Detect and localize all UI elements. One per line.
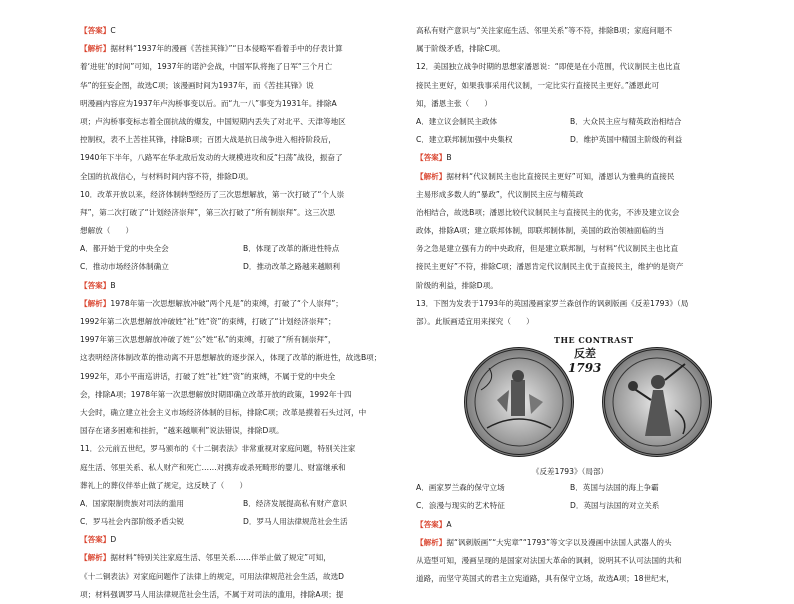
text-line	[80, 313, 406, 331]
text-line	[80, 331, 406, 349]
answer-12: 【答案】B	[416, 153, 452, 163]
text-line-content: 国存在诸多困难和挂折，“越来越顺利”说法错误，排除D项。	[80, 426, 284, 436]
figure-title-en: THE CONTRAST	[554, 335, 634, 346]
text-line	[80, 95, 406, 113]
text-line	[80, 404, 406, 422]
figure-year: 1793	[568, 361, 602, 376]
text-line	[80, 113, 406, 131]
answer-option: C．推动市场经济体制确立	[80, 262, 169, 272]
text-line	[416, 277, 724, 295]
text-line-content: 11．公元前五世纪，罗马颁布的《十二铜表法》非常重视对家庭问题，特别关注家	[80, 444, 356, 454]
analysis-tag: 【解析】	[416, 171, 447, 181]
text-line	[416, 570, 724, 588]
text-line	[416, 58, 724, 76]
text-line-content: 12．美国独立战争时期的思想家潘恩说：“即使是在小范围，代议制民主也比直	[416, 62, 681, 72]
option-row	[80, 513, 406, 531]
text-line	[80, 368, 406, 386]
question-12	[416, 58, 724, 113]
analysis-tag: 【解析】	[80, 298, 111, 308]
analysis-13	[416, 534, 724, 589]
answer-tag: 【答案】	[80, 26, 111, 35]
answer-option: A．都开始于党的中央全会	[80, 244, 169, 254]
text-line	[416, 222, 724, 240]
text-line	[416, 186, 724, 204]
text-line-content: 接民主更好，如果我事采用代议制，一定比实行直接民主更好。”潘恩此可	[416, 80, 660, 90]
option-row	[416, 113, 724, 131]
text-line	[80, 77, 406, 95]
text-line	[80, 149, 406, 167]
analysis-tag: 【解析】	[80, 553, 111, 563]
text-line-content: 从造型可知，漫画呈现的是国家对法国大革命的讽刺，说明其不认可法国的共和	[416, 555, 682, 565]
text-line-content: 大会时，确立建立社会主义市场经济体制的目标，排除C项；改革是摸着石头过河，中	[80, 407, 367, 417]
text-line	[80, 349, 406, 367]
text-line-content: 知，潘恩主张（ ）	[416, 98, 492, 108]
option-row	[416, 479, 724, 497]
text-line-content: 13．下图为发表于1793年的英国漫画家罗兰森创作的讽刺版画《反差1793》（局	[416, 298, 689, 308]
text-line-content: 属于阶级矛盾，排除C项。	[416, 44, 505, 54]
question-10-options	[80, 240, 406, 276]
text-line	[80, 186, 406, 204]
answer-option: C．浪漫与现实的艺术特征	[416, 501, 505, 511]
text-line-content: 全国的抗战信心，与材料时间内容不符，排除D项。	[80, 171, 253, 181]
text-line	[80, 204, 406, 222]
answer-option: B．经济发展提高私有财产意识	[243, 498, 347, 508]
answer-option: A．建立议会制民主政体	[416, 116, 498, 126]
french-scene-icon	[605, 350, 709, 454]
answer-option: A．国家限制贵族对司法的滥用	[80, 498, 184, 508]
text-line-content: 据“讽刺版画”“大宪章”“1793”等文字以及漫画中法国人武器人的头	[446, 537, 672, 547]
analysis-11	[80, 549, 406, 604]
left-column	[80, 22, 406, 604]
text-line	[416, 77, 724, 95]
text-line	[416, 552, 724, 570]
text-line-content: 主易形成多数人的“暴政”，代议制民主应与精英政	[416, 189, 584, 199]
text-line	[80, 440, 406, 458]
text-line-content: 控制权，表不上苦挂其锋，排除B项；百团大战是抗日战争进入相持阶段后，	[80, 135, 336, 145]
answer-9: 【答案】C	[80, 26, 116, 35]
analysis-tag: 【解析】	[416, 537, 447, 547]
answer-13: 【答案】A	[416, 519, 452, 529]
british-scene-icon	[467, 350, 571, 454]
text-line-content: 高私有财产意识与“关注家庭生活、邻里关系”等不符，排除B项；家庭问题不	[416, 26, 673, 35]
text-line-content: 这表明经济体制改革的推动离不开思想解放的逐步深入，体现了改革的渐进性，故选B项；	[80, 353, 382, 363]
question-11	[80, 440, 406, 495]
text-line-content: 明漫画内容应为1937年卢沟桥事变以后。而“九一八”事变为1931年。排除A	[80, 98, 337, 108]
answer-option: D．维护英国中精国主阶级的利益	[570, 135, 683, 145]
text-line-content: 葬礼上的葬仪伴举止做了规定，这反映了（ ）	[80, 480, 248, 490]
text-line	[80, 58, 406, 76]
text-line	[416, 534, 724, 552]
text-line	[80, 586, 406, 604]
text-line-content: 部）。此版画适宜用来探究（ ）	[416, 317, 534, 326]
text-line-content: 据材料“1937年的漫画《苦挂其锋》”“日本侵略军看着手中的仔表计算	[110, 44, 343, 54]
analysis-tag: 【解析】	[80, 44, 111, 54]
text-line-content: 据材料“代议制民主也比直接民主更好”可知，潘恩认为雅典的直接民	[446, 171, 675, 181]
question-13	[416, 295, 724, 331]
analysis-10	[80, 295, 406, 441]
option-row	[80, 240, 406, 258]
option-row	[416, 497, 724, 515]
text-line-content: 据材料“特别关注家庭生活、邻里关系……伴举止做了规定”可知，	[110, 553, 331, 563]
text-line-content: 治相结合，故选B项；潘恩比较代议制民主与直接民主的优劣，不涉及建立议会	[416, 207, 680, 217]
text-line	[80, 477, 406, 495]
text-line	[80, 295, 406, 313]
text-line	[416, 240, 724, 258]
analysis-11-continued	[416, 22, 724, 58]
text-line-content: 1978年第一次思想解放冲破“两个凡是”的束缚，打破了“个人崇拜”；	[110, 298, 343, 308]
text-line	[416, 313, 724, 331]
text-line-content: 庭生活、邻里关系、私人财产和死亡……对携弃或杀死畸形的婴儿、财富继承和	[80, 462, 346, 472]
text-line-content: 接民主更好”不符，排除C项；潘恩肯定代议制民主优于直接民主，维护的是资产	[416, 262, 684, 272]
answer-option: A．画家罗兰森的保守立场	[416, 483, 505, 493]
text-line	[416, 295, 724, 313]
option-row	[80, 495, 406, 513]
text-line	[80, 422, 406, 440]
answer-option: C．建立联邦制加强中央集权	[416, 135, 513, 145]
question-11-options	[80, 495, 406, 531]
text-line	[80, 40, 406, 58]
text-line-content: 1992年第二次思想解放冲破姓“社”姓“资”的束缚，打破了“计划经济崇拜”；	[80, 317, 336, 326]
text-line	[416, 22, 724, 40]
figure-title-cn: 反差	[574, 347, 596, 361]
text-line	[416, 258, 724, 276]
text-line-content: 务之急是建立强有力的中央政府，但是建立联邦制，与材料“代议制民主也比直	[416, 244, 679, 254]
contrast-1793-engraving	[456, 333, 686, 465]
option-row	[416, 131, 724, 149]
text-line-content: 1940年下半年，八路军在华北敌后发动的大规模进攻和反“扫荡”战役，振奋了	[80, 153, 343, 163]
text-line	[80, 386, 406, 404]
figure-caption: 《反差1793》（局部）	[531, 467, 609, 477]
text-line-content: 华”的狂妄企图，故选C项；该漫画时间为1937年，而《苦挂其锋》说	[80, 80, 314, 90]
answer-11: 【答案】D	[80, 535, 117, 545]
analysis-12	[416, 168, 724, 295]
text-line	[416, 204, 724, 222]
text-line	[80, 222, 406, 240]
text-line-content: 道路，而坚守英国式的君主立宪道路，具有保守立场，故选A项；18世纪末，	[416, 574, 674, 584]
text-line	[80, 131, 406, 149]
analysis-9	[80, 40, 406, 186]
answer-option: D．推动改革之路越来越顺利	[243, 262, 340, 272]
question-13-options	[416, 479, 724, 515]
text-line	[416, 95, 724, 113]
text-line-content: 1997年第三次思想解放冲破了姓“公”姓“私”的束缚，打破了“所有制崇拜”，	[80, 335, 336, 345]
text-line	[80, 459, 406, 477]
text-line-content: 项；卢沟桥事变标志着全面抗战的爆发，中国短期内丢失了对北平、天津等地区	[80, 116, 346, 126]
left-medallion	[464, 347, 574, 457]
text-line	[416, 168, 724, 186]
answer-10: 【答案】B	[80, 280, 116, 290]
answer-option: C．罗马社会内部阶级矛盾尖锐	[80, 517, 185, 527]
right-column	[416, 22, 724, 588]
answer-option: D．罗马人用法律规范社会生活	[243, 517, 348, 527]
text-line-content: 《十二铜表法》对家庭问题作了法律上的规定，可用法律规范社会生活，故选D	[80, 571, 345, 581]
answer-option: B．大众民主应与精英政治相结合	[570, 116, 682, 126]
text-line	[416, 40, 724, 58]
answer-option: B．英国与法国的海上争霸	[570, 483, 659, 493]
text-line-content: 政体，排除A项；建立联邦体制，即联邦制体制，美国的政治领袖面临的当	[416, 226, 665, 236]
text-line-content: 想解放（ ）	[80, 226, 134, 236]
option-row	[80, 258, 406, 276]
question-10	[80, 186, 406, 241]
text-line	[80, 549, 406, 567]
question-12-options	[416, 113, 724, 149]
text-line-content: 着‘进驻’的时间”可知，1937年的诺沪会战，中国军队将拖了日军“三个月亡	[80, 62, 333, 72]
text-line	[80, 568, 406, 586]
answer-option: D．英国与法国的对立关系	[570, 501, 660, 511]
text-line	[80, 168, 406, 186]
text-line-content: 10．改革开放以来，经济体制转型经历了三次思想解放，第一次打破了“个人崇	[80, 189, 345, 199]
text-line-content: 项；材料强调罗马人用法律规范社会生活，不属于对司法的滥用，排除A项；提	[80, 589, 344, 599]
text-line-content: 1992年，邓小平南巡讲话，打破了姓“社”姓“资”的束缚，不属于党的中央全	[80, 371, 336, 381]
text-line-content: 拜”，第二次打破了“计划经济崇拜”，第三次打破了“所有制崇拜”。这三次思	[80, 207, 336, 217]
answer-option: B．体现了改革的渐进性特点	[243, 244, 340, 254]
text-line-content: 会，排除A项；1978年第一次思想解放时期即确立改革开放的政策，1992年十四	[80, 389, 352, 399]
text-line-content: 阶级的利益，排除D项。	[416, 280, 498, 290]
right-medallion	[602, 347, 712, 457]
